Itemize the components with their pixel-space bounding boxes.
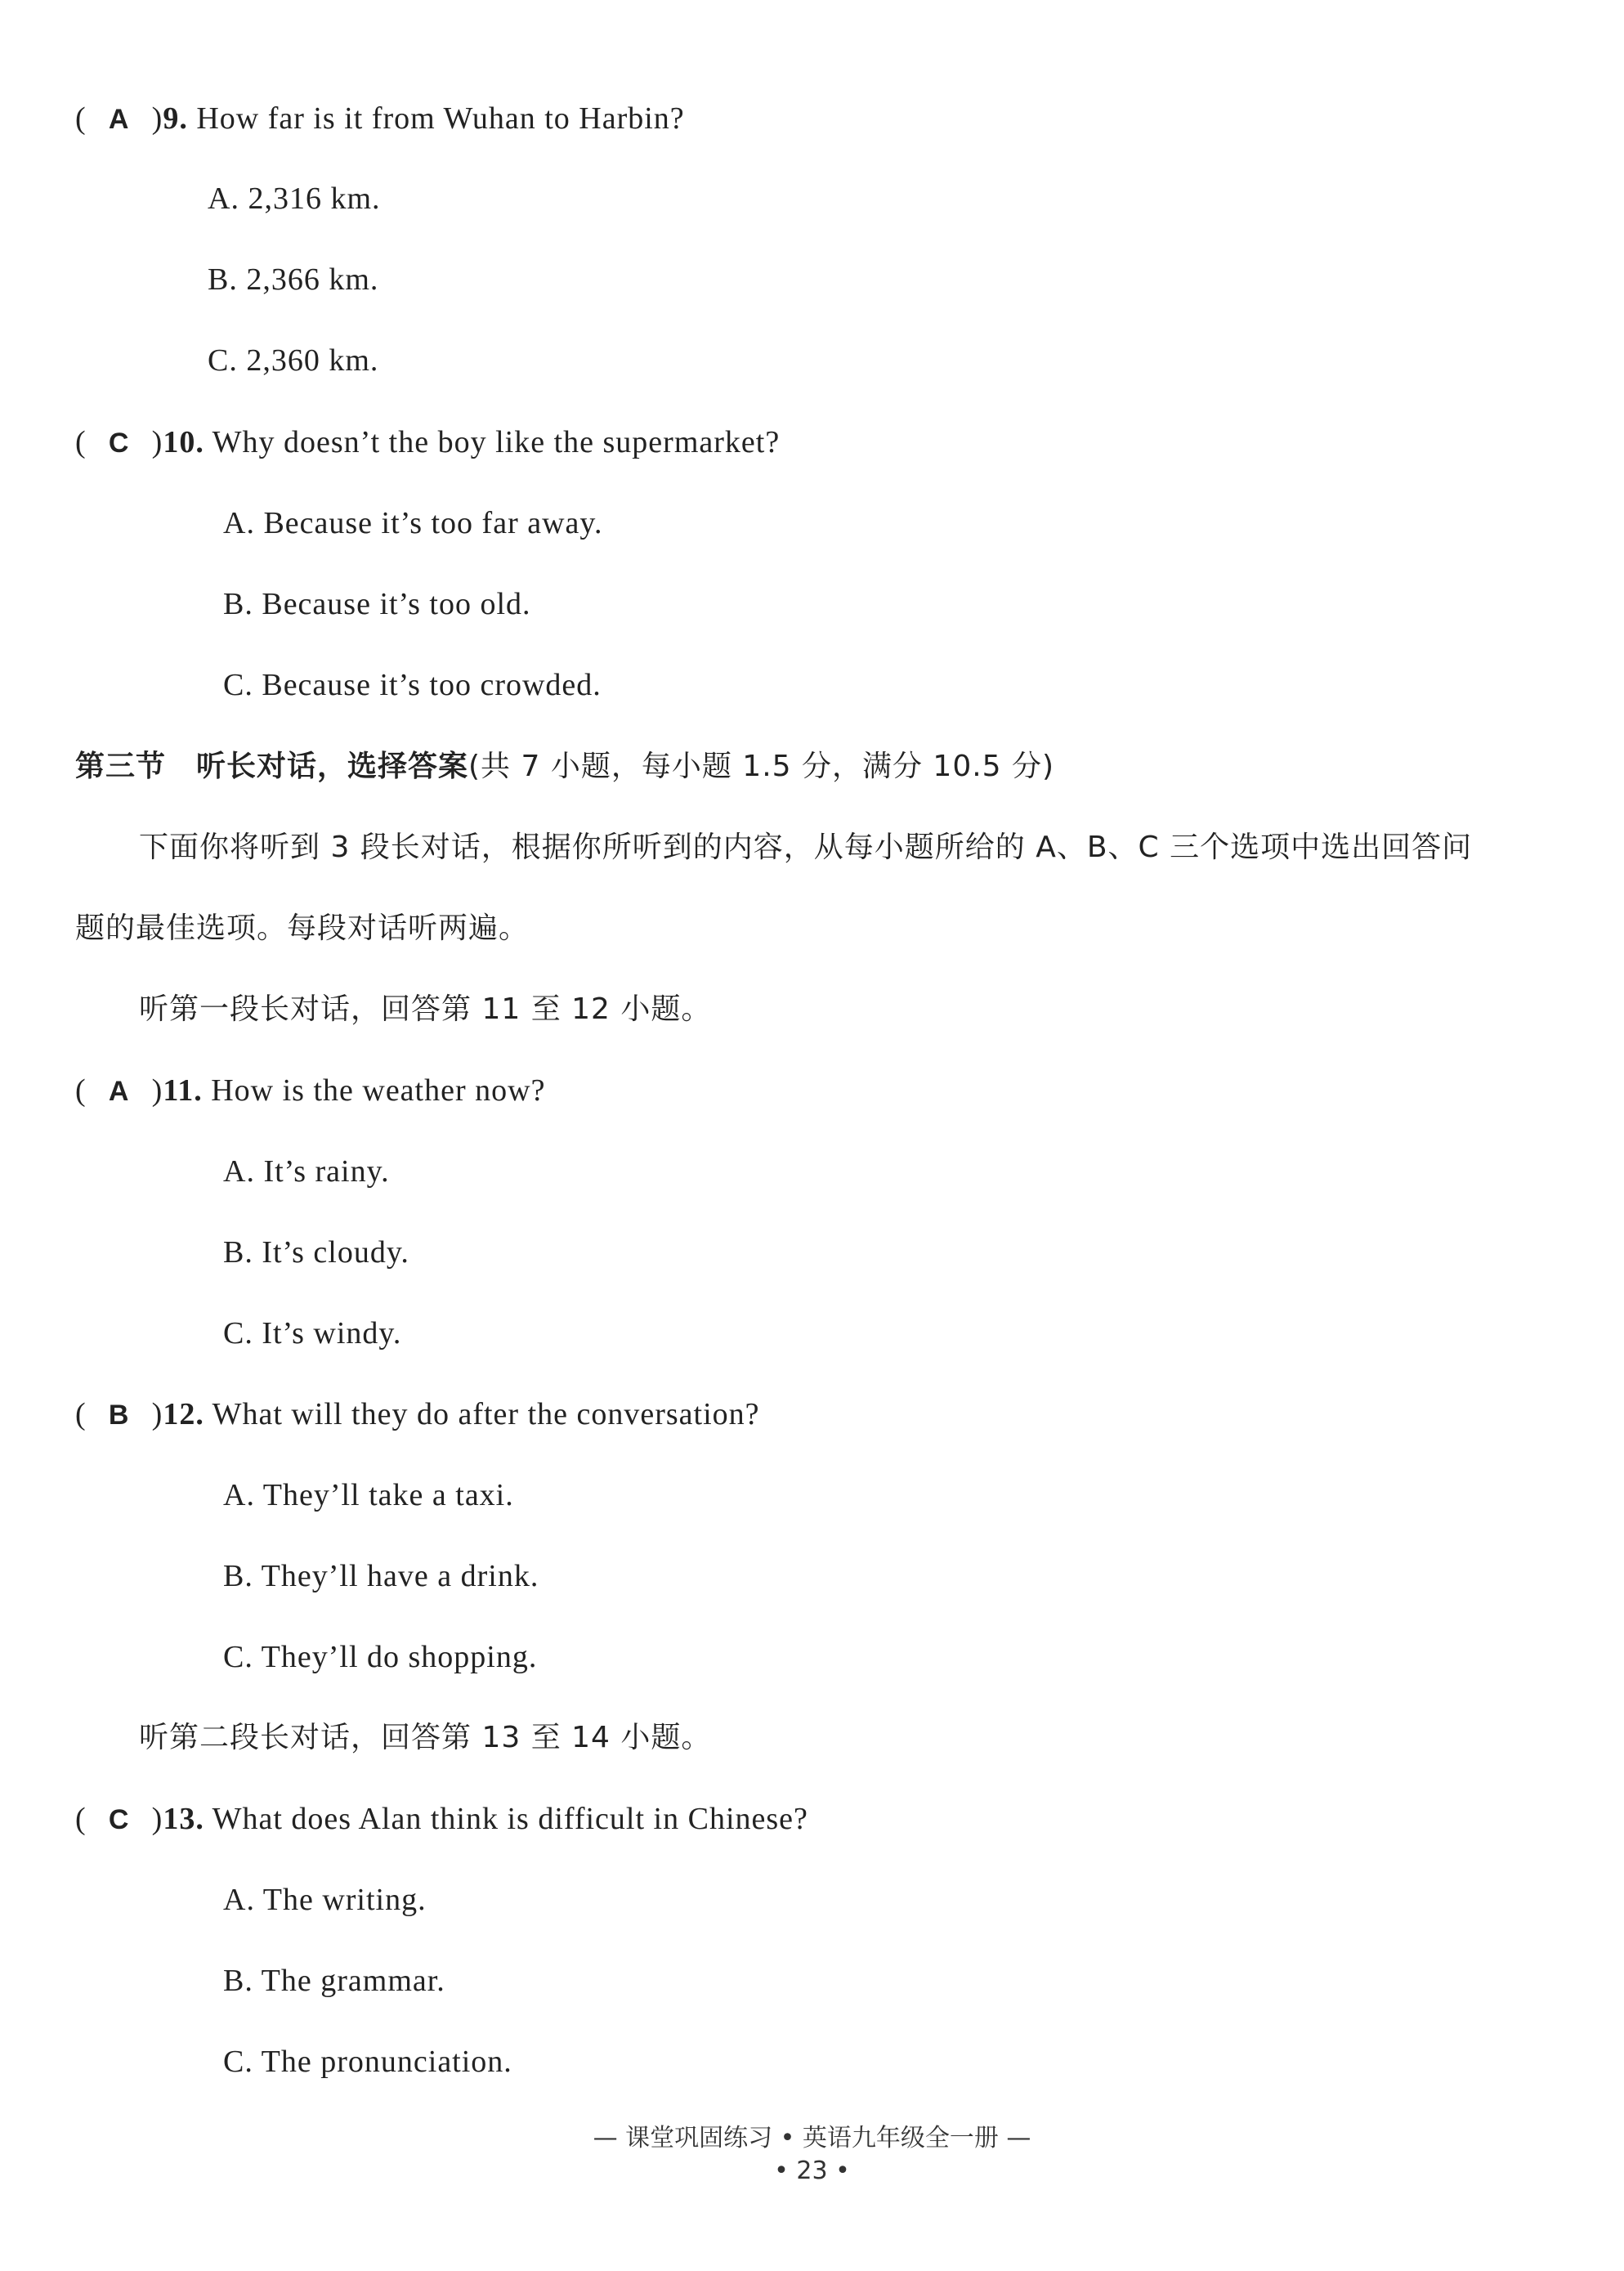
question-10: [75, 422, 780, 464]
bracket-close: ): [151, 1802, 163, 1836]
question-11: [75, 1070, 545, 1112]
bracket-open: (: [75, 1802, 87, 1836]
option-c: C. It’s windy.: [223, 1316, 402, 1351]
question-9: [75, 98, 685, 140]
question-number: 12.: [163, 1397, 204, 1431]
footer-book-title: — 课堂巩固练习 • 英语九年级全一册 —: [593, 2124, 1031, 2152]
question-12: [75, 1394, 760, 1436]
option-c: C. 2,360 km.: [208, 343, 379, 378]
section-heading: [75, 746, 1054, 787]
bracket-close: ): [151, 1397, 163, 1431]
question-text: What does Alan think is difficult in Chinese?: [212, 1802, 808, 1836]
question-number: 11.: [163, 1073, 203, 1108]
option-b: B. They’ll have a drink.: [223, 1559, 539, 1593]
dialogue-header-first: 听第一段长对话，回答第 11 至 12 小题。: [139, 992, 712, 1026]
question-text: What will they do after the conversation?: [212, 1397, 760, 1431]
option-c: C. Because it’s too crowded.: [223, 668, 602, 702]
question-number: 13.: [163, 1802, 204, 1836]
answer-letter: A: [108, 1076, 130, 1107]
bracket-close: ): [151, 101, 163, 136]
option-a: A. They’ll take a taxi.: [223, 1478, 514, 1512]
option-a: A. It’s rainy.: [223, 1154, 390, 1189]
bracket-close: ): [151, 1073, 163, 1108]
bracket-close: ): [151, 425, 163, 459]
question-text: How is the weather now?: [211, 1073, 546, 1108]
answer-letter: C: [108, 1804, 130, 1835]
question-13: [75, 1798, 808, 1840]
bracket-open: (: [75, 101, 87, 136]
option-a: A. Because it’s too far away.: [223, 506, 603, 540]
question-number: 9.: [163, 101, 188, 136]
instruction-line-1: 下面你将听到 3 段长对话，根据你所听到的内容，从每小题所给的 A、B、C 三个选项中选出回答问: [139, 831, 1473, 864]
option-b: B. It’s cloudy.: [223, 1235, 409, 1270]
question-text: Why doesn’t the boy like the supermarket?: [212, 425, 781, 459]
page-number: • 23 •: [774, 2157, 850, 2185]
option-c: C. The pronunciation.: [223, 2045, 512, 2079]
bracket-open: (: [75, 425, 87, 459]
option-b: B. The grammar.: [223, 1964, 445, 1998]
section-scoring: (共 7 小题，每小题 1.5 分，满分 10.5 分): [468, 750, 1055, 783]
answer-letter: B: [108, 1400, 130, 1431]
option-b: B. Because it’s too old.: [223, 587, 531, 621]
option-c: C. They’ll do shopping.: [223, 1640, 538, 1674]
option-a: A. 2,316 km.: [208, 181, 381, 216]
answer-letter: C: [108, 428, 130, 459]
dialogue-header-second: 听第二段长对话，回答第 13 至 14 小题。: [139, 1721, 712, 1754]
instruction-line-2: 题的最佳选项。每段对话听两遍。: [75, 912, 530, 945]
answer-letter: A: [108, 104, 130, 135]
bracket-open: (: [75, 1397, 87, 1431]
bracket-open: (: [75, 1073, 87, 1108]
question-number: 10.: [163, 425, 204, 459]
question-text: How far is it from Wuhan to Harbin?: [196, 101, 685, 136]
section-title: 第三节 听长对话，选择答案: [75, 750, 469, 783]
option-b: B. 2,366 km.: [208, 262, 379, 297]
option-a: A. The writing.: [223, 1883, 427, 1917]
